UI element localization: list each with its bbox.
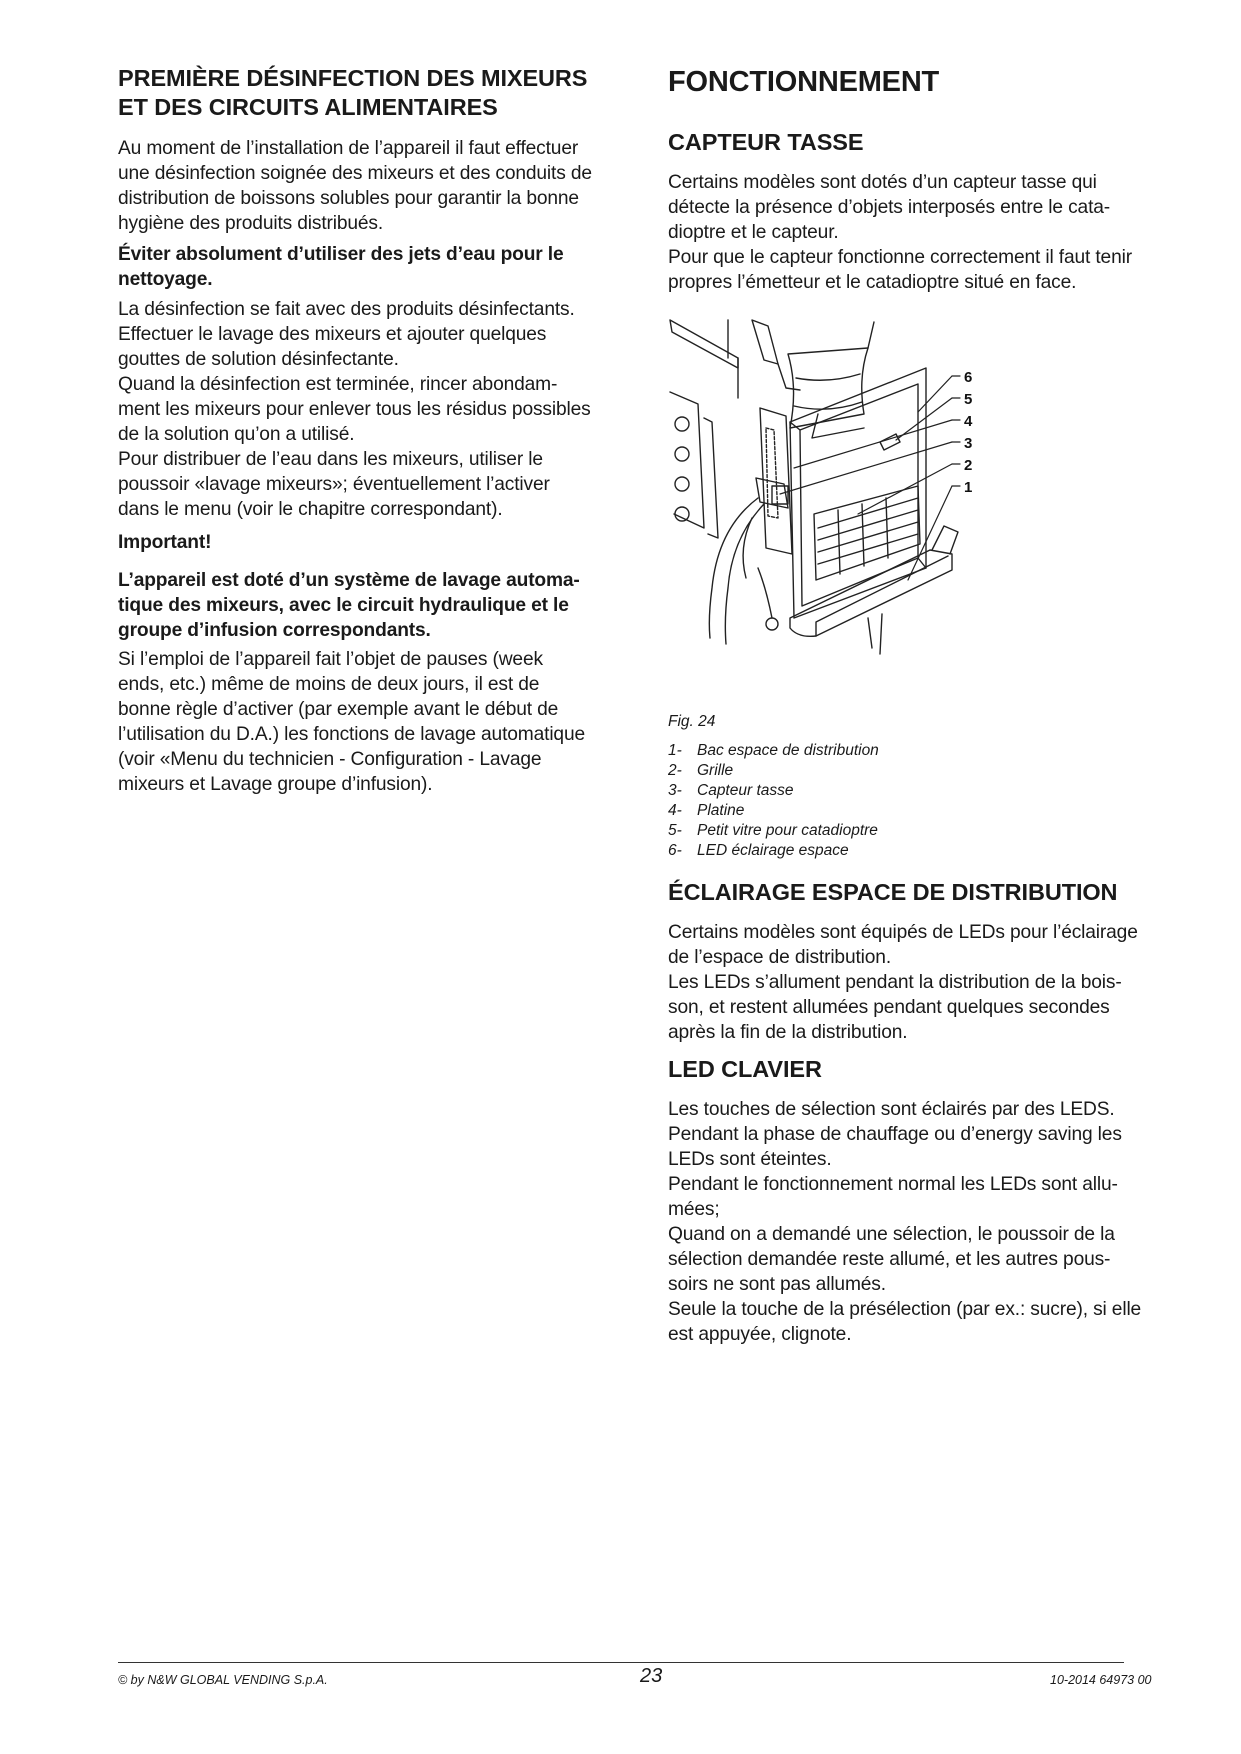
callout-label: 5: [964, 391, 973, 408]
callout-label: 3: [964, 435, 973, 452]
figure-caption: Fig. 24: [668, 713, 716, 730]
auto-wash-advice: Si l’emploi de l’appareil fait l’objet de pauses (week ends, etc.) même de moins de deux jours, il est de bonne règle d’activer (par exemple avant le début de l’utilisation du D.A.) les fonctions de lavage automatique (voir «Menu du technicien - Configuration - Lavage mixeurs et Lavage groupe d’infusion).: [118, 649, 585, 795]
legend-item: 3- Capteur tasse: [668, 782, 794, 799]
important-label: Important!: [118, 532, 212, 553]
legend-item: 1- Bac espace de distribution: [668, 742, 879, 759]
water-jet-warning: Éviter absolument d’utiliser des jets d’eau pour le nettoyage.: [118, 244, 564, 290]
callout-label: 6: [964, 369, 973, 386]
disinfection-intro: Au moment de l’installation de l’appareil il faut effectuer une désinfection soignée des mixeurs et des conduits de distribution de boissons solubles pour garantir la bonne hygiène des produits distribués.: [118, 138, 592, 234]
auto-wash-note: L’appareil est doté d’un système de lavage automa- tique des mixeurs, avec le circuit hydraulique et le groupe d’infusion correspondants.: [118, 570, 580, 641]
page-number: 23: [640, 1665, 663, 1687]
callout-label: 4: [964, 413, 973, 430]
footer-doc-code: 10-2014 64973 00: [1050, 1673, 1152, 1687]
footer-rule: [118, 1662, 1124, 1663]
section-title: FONCTIONNEMENT: [668, 66, 940, 98]
cup-sensor-heading: CAPTEUR TASSE: [668, 129, 864, 155]
disinfection-heading: PREMIÈRE DÉSINFECTION DES MIXEURS ET DES CIRCUITS ALIMENTAIRES: [118, 65, 588, 120]
legend-item: 6- LED éclairage espace: [668, 842, 849, 859]
keypad-led-heading: LED CLAVIER: [668, 1056, 822, 1082]
callout-label: 2: [964, 457, 973, 474]
callout-label: 1: [964, 479, 973, 496]
cup-sensor-text: Certains modèles sont dotés d’un capteur tasse qui détecte la présence d’objets interposés entre le cata- dioptre et le capteur. Pour que le capteur fonctionne correctement il faut tenir propres l’émetteur et le catadioptre situé en face.: [668, 172, 1132, 293]
disinfection-procedure: La désinfection se fait avec des produits désinfectants. Effectuer le lavage des mixeurs et ajouter quelques gouttes de solution désinfectante. Quand la désinfection est terminée, rincer abondam- ment les mixeurs pour enlever tous les résidus possibles de la solution qu’on a utilisé. Pour distribuer de l’eau dans les mixeurs, utiliser le poussoir «lavage mixeurs»; éventuellement l’activer dans le menu (voir le chapitre correspondant).: [118, 299, 591, 520]
legend-item: 2- Grille: [668, 762, 734, 779]
lighting-text: Certains modèles sont équipés de LEDs pour l’éclairage de l’espace de distribution. Les LEDs s’allument pendant la distribution de la bois- son, et restent allumées pendant quelques secondes après la fin de la distribution.: [668, 922, 1138, 1043]
legend-item: 5- Petit vitre pour catadioptre: [668, 822, 878, 839]
footer-copyright: © by N&W GLOBAL VENDING S.p.A.: [118, 1673, 328, 1687]
legend-item: 4- Platine: [668, 802, 745, 819]
lighting-heading: ÉCLAIRAGE ESPACE DE DISTRIBUTION: [668, 879, 1118, 905]
cup-sensor-illustration: [668, 318, 978, 708]
keypad-led-text: Les touches de sélection sont éclairés par des LEDS. Pendant la phase de chauffage ou d’energy saving les LEDs sont éteintes. Pendant le fonctionnement normal les LEDs sont allu- mées; Quand on a demandé une sélection, le poussoir de la sélection demandée reste allumé, et les autres pous- soirs ne sont pas allumés. Seule la touche de la présélection (par ex.: sucre), si elle est appuyée, clignote.: [668, 1099, 1142, 1345]
